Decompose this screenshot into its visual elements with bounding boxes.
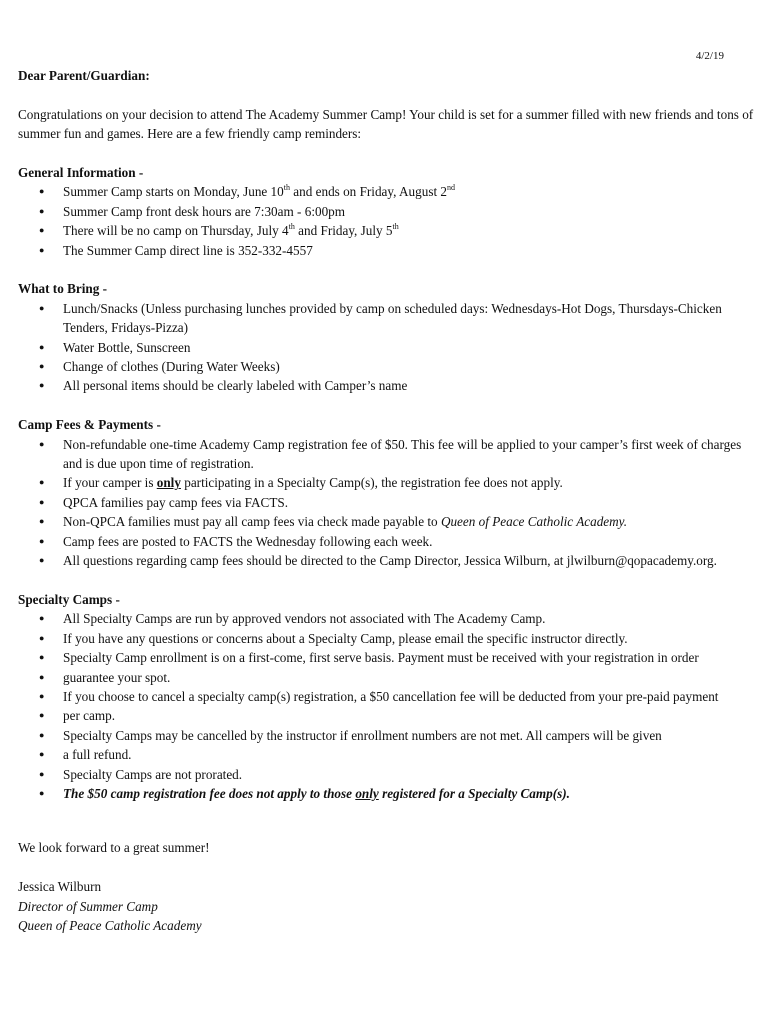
intro-paragraph: Congratulations on your decision to attend The Academy Summer Camp! Your child is set for a summer filled with new friends and tons of summer fun and games. Here are a few friendly camp reminders: (18, 106, 754, 142)
list-item: ● The $50 camp registration fee does not apply to those only registered for a Specialty Camp(s). (18, 784, 756, 803)
list-item: ● Specialty Camps may be cancelled by the instructor if enrollment numbers are not met. All campers will be given (18, 726, 756, 745)
list-item: ● All questions regarding camp fees should be directed to the Camp Director, Jessica Wilburn, at jlwilburn@qopacademy.org. (18, 551, 756, 570)
letter-date: 4/2/19 (695, 50, 724, 62)
salutation: Dear Parent/Guardian: (18, 68, 150, 83)
list-item: ● Camp fees are posted to FACTS the Wednesday following each week. (18, 532, 756, 551)
section-heading: Specialty Camps - (18, 591, 120, 607)
general-information-section (18, 163, 756, 260)
list-item: ● Water Bottle, Sunscreen (18, 338, 756, 357)
signature-block (18, 877, 756, 935)
list-item: ● All personal items should be clearly labeled with Camper’s name (18, 376, 756, 395)
what-to-bring-list (18, 299, 756, 396)
section-heading: What to Bring - (18, 281, 108, 297)
signature-organization: Queen of Peace Catholic Academy (18, 917, 202, 933)
closing-line: We look forward to a great summer! (18, 840, 210, 856)
list-item: ● If your camper is only participating in a Specialty Camp(s), the registration fee does not apply. (18, 473, 756, 492)
list-item: ● Specialty Camp enrollment is on a first-come, first serve basis. Payment must be received with your registration in order (18, 648, 756, 667)
list-item: ● If you have any questions or concerns about a Specialty Camp, please email the specific instructor directly. (18, 629, 756, 648)
specialty-camps-list (18, 609, 756, 803)
signature-name: Jessica Wilburn (18, 879, 102, 895)
letter-body (18, 66, 756, 935)
list-item: ● a full refund. (18, 745, 756, 764)
section-heading: Camp Fees & Payments - (18, 417, 161, 433)
specialty-camps-section (18, 590, 756, 803)
list-item: ● guarantee your spot. (18, 668, 756, 687)
section-heading: General Information - (18, 165, 144, 180)
what-to-bring-section (18, 279, 756, 395)
list-item: ● Lunch/Snacks (Unless purchasing lunches provided by camp on scheduled days: Wednesdays-Hot Dogs, Thursdays-Chicken Tenders, Fridays-Pizza) (18, 299, 756, 338)
list-item: ● per camp. (18, 706, 756, 725)
signature-title: Director of Summer Camp (18, 898, 158, 914)
list-item: ● Non-refundable one-time Academy Camp registration fee of $50. This fee will be applied to your camper’s first week of charges and is due upon time of registration. (18, 435, 756, 474)
list-item: ● Non-QPCA families must pay all camp fees via check made payable to Queen of Peace Catholic Academy. (18, 512, 756, 531)
general-information-list (18, 182, 756, 260)
list-item: ● If you choose to cancel a specialty camp(s) registration, a $50 cancellation fee will be deducted from your pre-paid payment (18, 687, 756, 706)
list-item: ● The Summer Camp direct line is 352-332-4557 (18, 241, 756, 260)
list-item: ● Summer Camp front desk hours are 7:30am - 6:00pm (18, 202, 756, 221)
list-item: ● Specialty Camps are not prorated. (18, 765, 756, 784)
camp-fees-list (18, 435, 756, 571)
list-item: ● There will be no camp on Thursday, July 4th and Friday, July 5th (18, 221, 756, 240)
list-item: ● QPCA families pay camp fees via FACTS. (18, 493, 756, 512)
list-item: ● All Specialty Camps are run by approved vendors not associated with The Academy Camp. (18, 609, 756, 628)
list-item: ● Summer Camp starts on Monday, June 10th and ends on Friday, August 2nd (18, 182, 756, 201)
camp-fees-section (18, 415, 756, 570)
list-item: ● Change of clothes (During Water Weeks) (18, 357, 756, 376)
